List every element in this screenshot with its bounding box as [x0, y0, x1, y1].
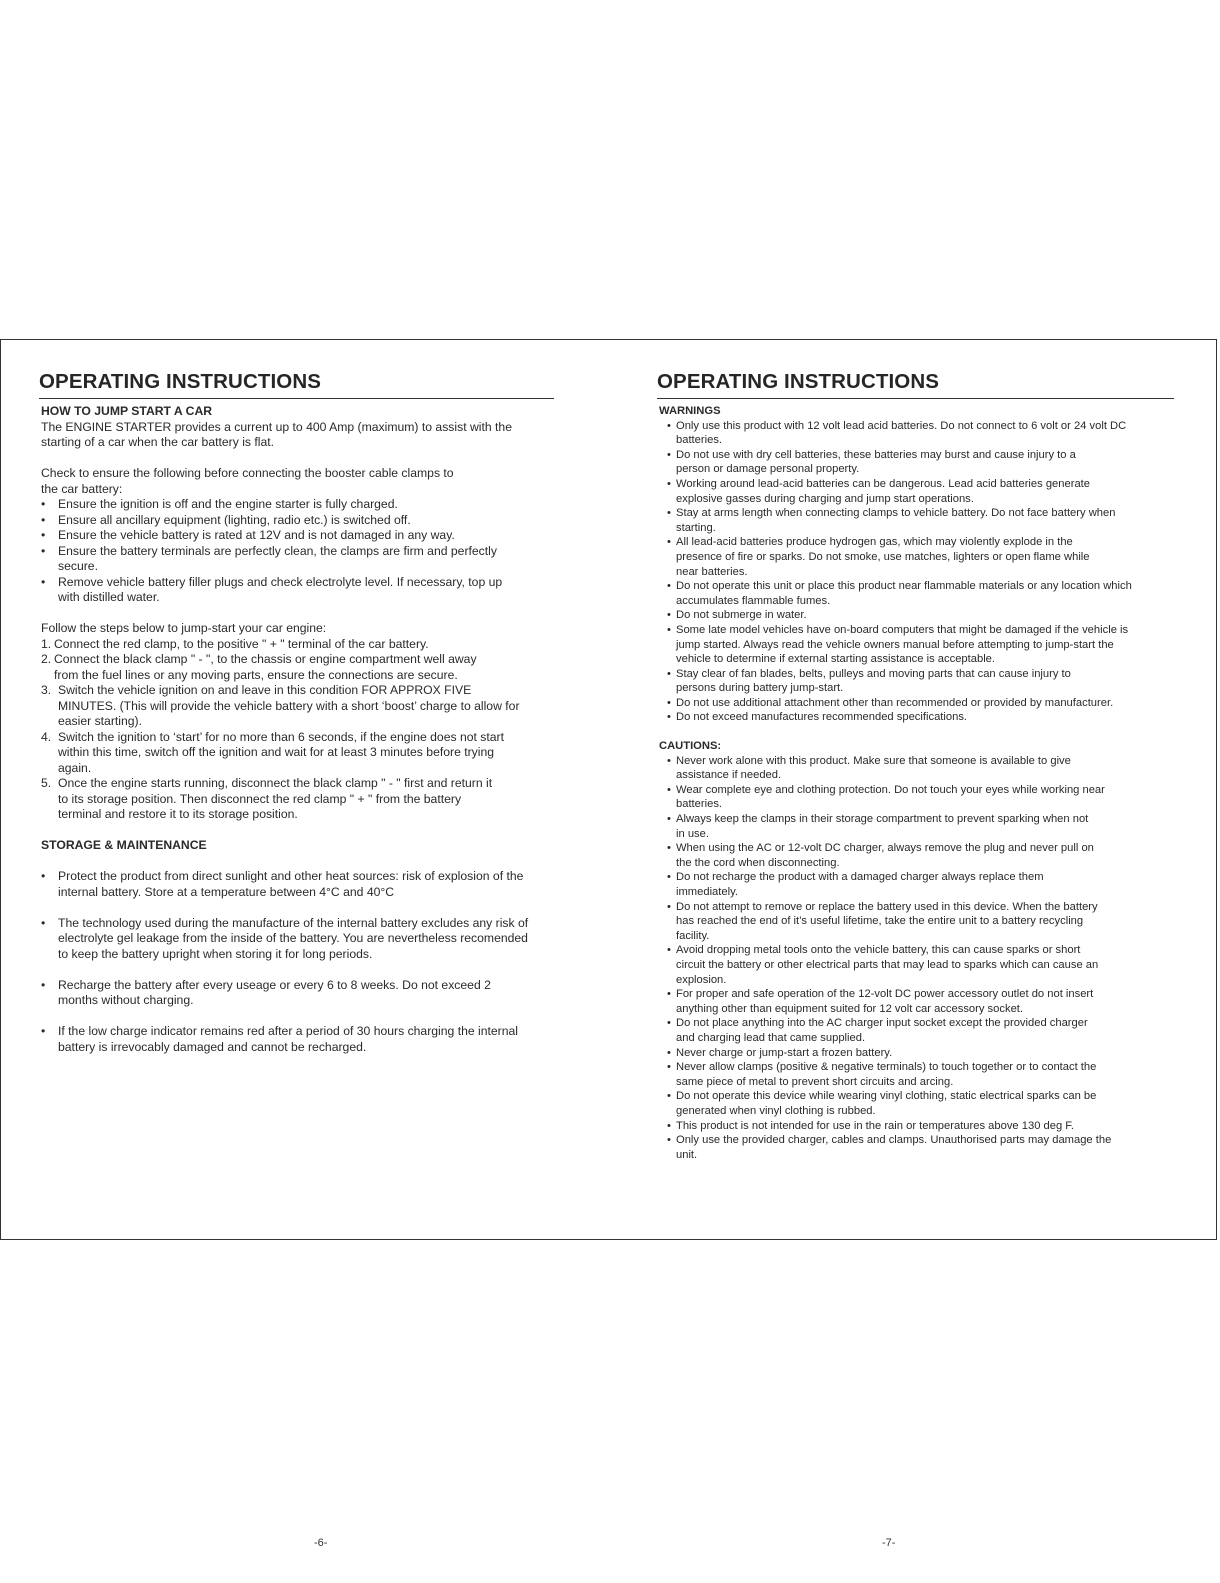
bullet-icon: •: [41, 869, 46, 883]
text-line: Do not operate this device while wearing vinyl clothing, static electrical sparks can be: [676, 1090, 1097, 1103]
text-line: If the low charge indicator remains red after a period of 30 hours charging the internal: [58, 1024, 519, 1038]
bullet-icon: •: [667, 1119, 671, 1132]
bullet-icon: •: [41, 497, 46, 511]
text-line: Only use the provided charger, cables and clamps. Unauthorised parts may damage the: [676, 1134, 1112, 1147]
storage-item: [39, 916, 554, 963]
text-line: Do not submerge in water.: [676, 609, 807, 622]
section-heading-cautions: CAUTIONS:: [659, 740, 722, 753]
text-line: When using the AC or 12-volt DC charger, always remove the plug and never pull on: [676, 842, 1094, 855]
text-line: explosive gasses during charging and jump start operations.: [676, 492, 974, 505]
warning-item: [657, 448, 1174, 477]
warning-item: [657, 710, 1174, 725]
caution-item: [657, 1060, 1174, 1089]
warnings-list: [657, 419, 1174, 725]
bullet-icon: •: [667, 623, 671, 636]
bullet-icon: •: [667, 988, 671, 1001]
text-line: Connect the red clamp, to the positive " + " terminal of the car battery.: [54, 636, 429, 651]
bullet-icon: •: [41, 574, 46, 589]
text-line: terminal and restore it to its storage position.: [58, 807, 298, 821]
text-line: Avoid dropping metal tools onto the vehicle battery, this can cause sparks or short: [676, 944, 1081, 957]
caution-item: [657, 841, 1174, 870]
caution-item: [657, 987, 1174, 1016]
text-line: persons during battery jump-start.: [676, 682, 844, 695]
text-line: circuit the battery or other electrical parts that may lead to sparks which can cause an: [676, 958, 1099, 971]
warning-item: [657, 506, 1174, 535]
bullet-icon: •: [667, 696, 671, 709]
section-heading-storage: STORAGE & MAINTENANCE: [41, 838, 207, 852]
bullet-icon: •: [667, 1134, 671, 1147]
bullet-icon: •: [41, 543, 46, 558]
text-line: electrolyte gel leakage from the inside of the battery. You are nevertheless recomended: [58, 931, 528, 945]
text-line: batteries.: [676, 798, 723, 811]
text-line: Stay clear of fan blades, belts, pulleys and moving parts that can cause injury to: [676, 667, 1071, 680]
text-line: the car battery:: [41, 481, 123, 496]
intro-paragraph: [39, 420, 554, 451]
caution-item: [657, 1119, 1174, 1134]
text-line: Do not place anything into the AC charger input socket except the provided charger: [676, 1017, 1088, 1030]
text-line: starting.: [676, 521, 716, 534]
bullet-icon: •: [667, 667, 671, 680]
right-page-body: [657, 404, 1174, 1162]
page-title: OPERATING INSTRUCTIONS: [39, 370, 554, 399]
text-line: explosion.: [676, 973, 727, 986]
warning-item: [657, 667, 1174, 696]
caution-item: [657, 1046, 1174, 1061]
page-title: OPERATING INSTRUCTIONS: [657, 370, 1174, 399]
text-line: Always keep the clamps in their storage compartment to prevent sparking when not: [676, 813, 1089, 826]
bullet-icon: •: [667, 813, 671, 826]
text-line: with distilled water.: [58, 590, 160, 604]
text-line: easier starting).: [58, 714, 142, 728]
bullet-icon: •: [41, 528, 46, 542]
text-line: batteries.: [676, 434, 723, 447]
text-line: the the cord when disconnecting.: [676, 856, 840, 869]
text-line: Some late model vehicles have on-board computers that might be damaged if the vehicle is: [676, 623, 1129, 636]
text-line: same piece of metal to prevent short circuits and arcing.: [676, 1075, 954, 1088]
bullet-icon: •: [667, 1017, 671, 1030]
bullet-icon: •: [667, 871, 671, 884]
storage-item: [39, 1024, 554, 1055]
text-line: starting of a car when the car battery is flat.: [41, 435, 275, 449]
step-number: 2.: [41, 652, 52, 666]
left-page: [39, 370, 554, 1055]
caution-item: [657, 1089, 1174, 1118]
text-line: assistance if needed.: [676, 769, 782, 782]
text-line: has reached the end of it’s useful lifetime, take the entire unit to a battery recycling: [676, 915, 1084, 928]
text-line: Remove vehicle battery filler plugs and check electrolyte level. If necessary, top up: [58, 574, 503, 589]
bullet-icon: •: [667, 536, 671, 549]
section-heading-warnings: WARNINGS: [659, 405, 721, 417]
text-line: generated when vinyl clothing is rubbed.: [676, 1104, 876, 1117]
step-item: [39, 776, 554, 823]
text-line: Protect the product from direct sunlight and other heat sources: risk of explosion of the: [58, 869, 524, 883]
step-number: 3.: [41, 683, 52, 697]
storage-item: [39, 869, 554, 900]
caution-item: [657, 870, 1174, 899]
bullet-icon: •: [667, 1061, 671, 1074]
text-line: Check to ensure the following before connecting the booster cable clamps to: [41, 466, 454, 480]
warning-item: [657, 535, 1174, 579]
bullet-icon: •: [41, 512, 46, 527]
text-line: All lead-acid batteries produce hydrogen gas, which may violently explode in the: [676, 536, 1073, 549]
warning-item: [657, 608, 1174, 623]
checklist-item: [39, 497, 554, 513]
text-line: to its storage position. Then disconnect the red clamp " + " from the battery: [58, 791, 462, 806]
text-line: secure.: [58, 559, 98, 573]
text-line: battery is irrevocably damaged and cannot be recharged.: [58, 1039, 367, 1054]
step-number: 5.: [41, 776, 52, 790]
text-line: Never work alone with this product. Make sure that someone is available to give: [676, 754, 1071, 767]
bullet-icon: •: [667, 580, 671, 593]
bullet-icon: •: [667, 783, 671, 796]
text-line: within this time, switch off the ignition and wait for at least 3 minutes before trying: [58, 745, 495, 759]
page-number-left: -6-: [314, 1537, 328, 1549]
bullet-icon: •: [667, 754, 671, 767]
bullet-icon: •: [667, 944, 671, 957]
text-line: Do not use with dry cell batteries, these batteries may burst and cause injury to a: [676, 448, 1076, 461]
text-line: Do not attempt to remove or replace the battery used in this device. When the battery: [676, 900, 1098, 913]
text-line: Recharge the battery after every useage or every 6 to 8 weeks. Do not exceed 2: [58, 977, 491, 992]
text-line: Never charge or jump-start a frozen battery.: [676, 1046, 893, 1059]
text-line: Stay at arms length when connecting clamps to vehicle battery. Do not face battery when: [676, 507, 1116, 520]
text-line: and charging lead that came supplied.: [676, 1031, 866, 1044]
step-number: 4.: [41, 729, 52, 744]
bullet-icon: •: [667, 609, 671, 622]
checklist-item: [39, 544, 554, 575]
text-line: Ensure all ancillary equipment (lighting, radio etc.) is switched off.: [58, 512, 411, 527]
step-item: [39, 652, 554, 683]
section-heading-jump-start: HOW TO JUMP START A CAR: [41, 404, 213, 418]
text-line: Do not exceed manufactures recommended specifications.: [676, 711, 968, 724]
caution-item: [657, 1016, 1174, 1045]
bullet-icon: •: [41, 1024, 46, 1038]
bullet-icon: •: [667, 507, 671, 520]
bullet-icon: •: [667, 1090, 671, 1103]
page-number-right: -7-: [882, 1537, 896, 1549]
text-line: Only use this product with 12 volt lead acid batteries. Do not connect to 6 volt or 24 volt DC: [676, 419, 1127, 432]
step-number: 1.: [41, 636, 52, 651]
text-line: immediately.: [676, 886, 738, 898]
manual-spread: [0, 339, 1217, 1549]
text-line: unit.: [676, 1148, 698, 1161]
step-item: [39, 637, 554, 653]
bullet-icon: •: [667, 448, 671, 461]
text-line: Working around lead-acid batteries can be dangerous. Lead acid batteries generate: [676, 477, 1091, 490]
text-line: accumulates flammable fumes.: [676, 594, 831, 607]
checklist-item: [39, 575, 554, 606]
text-line: presence of fire or sparks. Do not smoke, use matches, lighters or open flame while: [676, 550, 1090, 563]
cautions-list: [657, 754, 1174, 1163]
left-page-body: [39, 404, 554, 1055]
text-line: Switch the vehicle ignition on and leave in this condition FOR APPROX FIVE: [58, 683, 472, 697]
text-line: in use.: [676, 827, 709, 840]
bullet-icon: •: [41, 977, 46, 992]
text-line: jump started. Always read the vehicle owners manual before attempting to jump-start the: [676, 638, 1114, 651]
caution-item: [657, 812, 1174, 841]
text-line: internal battery. Store at a temperature between 4°C and 40°C: [58, 884, 395, 899]
warning-item: [657, 419, 1174, 448]
bullet-icon: •: [41, 915, 46, 930]
bullet-icon: •: [667, 711, 671, 724]
text-line: Ensure the battery terminals are perfectly clean, the clamps are firm and perfectly: [58, 543, 497, 558]
caution-item: [657, 783, 1174, 812]
text-line: Switch the ignition to ‘start’ for no more than 6 seconds, if the engine does not start: [58, 729, 504, 744]
warning-item: [657, 623, 1174, 667]
text-line: Do not use additional attachment other than recommended or provided by manufacturer.: [676, 696, 1114, 709]
text-line: again.: [58, 760, 92, 775]
text-line: near batteries.: [676, 565, 748, 578]
check-intro: [39, 466, 554, 497]
bullet-icon: •: [667, 419, 671, 432]
warning-item: [657, 477, 1174, 506]
text-line: For proper and safe operation of the 12-volt DC power accessory outlet do not insert: [676, 988, 1094, 1001]
text-line: The ENGINE STARTER provides a current up to 400 Amp (maximum) to assist with the: [41, 419, 512, 434]
text-line: Do not recharge the product with a damaged charger always replace them: [676, 871, 1044, 884]
step-item: [39, 730, 554, 777]
checklist-item: [39, 513, 554, 529]
warning-item: [657, 579, 1174, 608]
right-page: [657, 370, 1174, 1162]
caution-item: [657, 900, 1174, 944]
caution-item: [657, 943, 1174, 987]
text-line: Ensure the ignition is off and the engine starter is fully charged.: [58, 497, 398, 511]
text-line: from the fuel lines or any moving parts, ensure the connections are secure.: [54, 667, 458, 682]
bullet-icon: •: [667, 900, 671, 913]
text-line: Never allow clamps (positive & negative terminals) to touch together or to contact the: [676, 1061, 1097, 1074]
text-line: Ensure the vehicle battery is rated at 12V and is not damaged in any way.: [58, 528, 455, 542]
bullet-icon: •: [667, 477, 671, 490]
text-line: MINUTES. (This will provide the vehicle battery with a short ‘boost’ charge to allow for: [58, 698, 520, 713]
text-line: Do not operate this unit or place this product near flammable materials or any location which: [676, 580, 1132, 593]
text-line: facility.: [676, 929, 710, 942]
warning-item: [657, 696, 1174, 711]
step-item: [39, 683, 554, 730]
text-line: This product is not intended for use in the rain or temperatures above 130 deg F.: [676, 1119, 1075, 1132]
checklist-item: [39, 528, 554, 544]
text-line: to keep the battery upright when storing it for long periods.: [58, 946, 373, 961]
text-line: The technology used during the manufacture of the internal battery excludes any risk of: [58, 915, 529, 930]
text-line: anything other than equipment suited for 12 volt car accessory socket.: [676, 1002, 1024, 1015]
text-line: person or damage personal property.: [676, 463, 860, 476]
caution-item: [657, 754, 1174, 783]
text-line: Connect the black clamp " - ", to the chassis or engine compartment well away: [54, 652, 477, 666]
steps-intro: Follow the steps below to jump-start your car engine:: [41, 621, 327, 635]
text-line: vehicle to determine if external starting assistance is acceptable.: [676, 653, 996, 666]
storage-item: [39, 978, 554, 1009]
caution-item: [657, 1133, 1174, 1162]
text-line: months without charging.: [58, 993, 194, 1007]
bullet-icon: •: [667, 842, 671, 855]
text-line: Once the engine starts running, disconnect the black clamp " - " first and return it: [58, 776, 493, 790]
text-line: Wear complete eye and clothing protection. Do not touch your eyes while working near: [676, 783, 1105, 796]
bullet-icon: •: [667, 1046, 671, 1059]
